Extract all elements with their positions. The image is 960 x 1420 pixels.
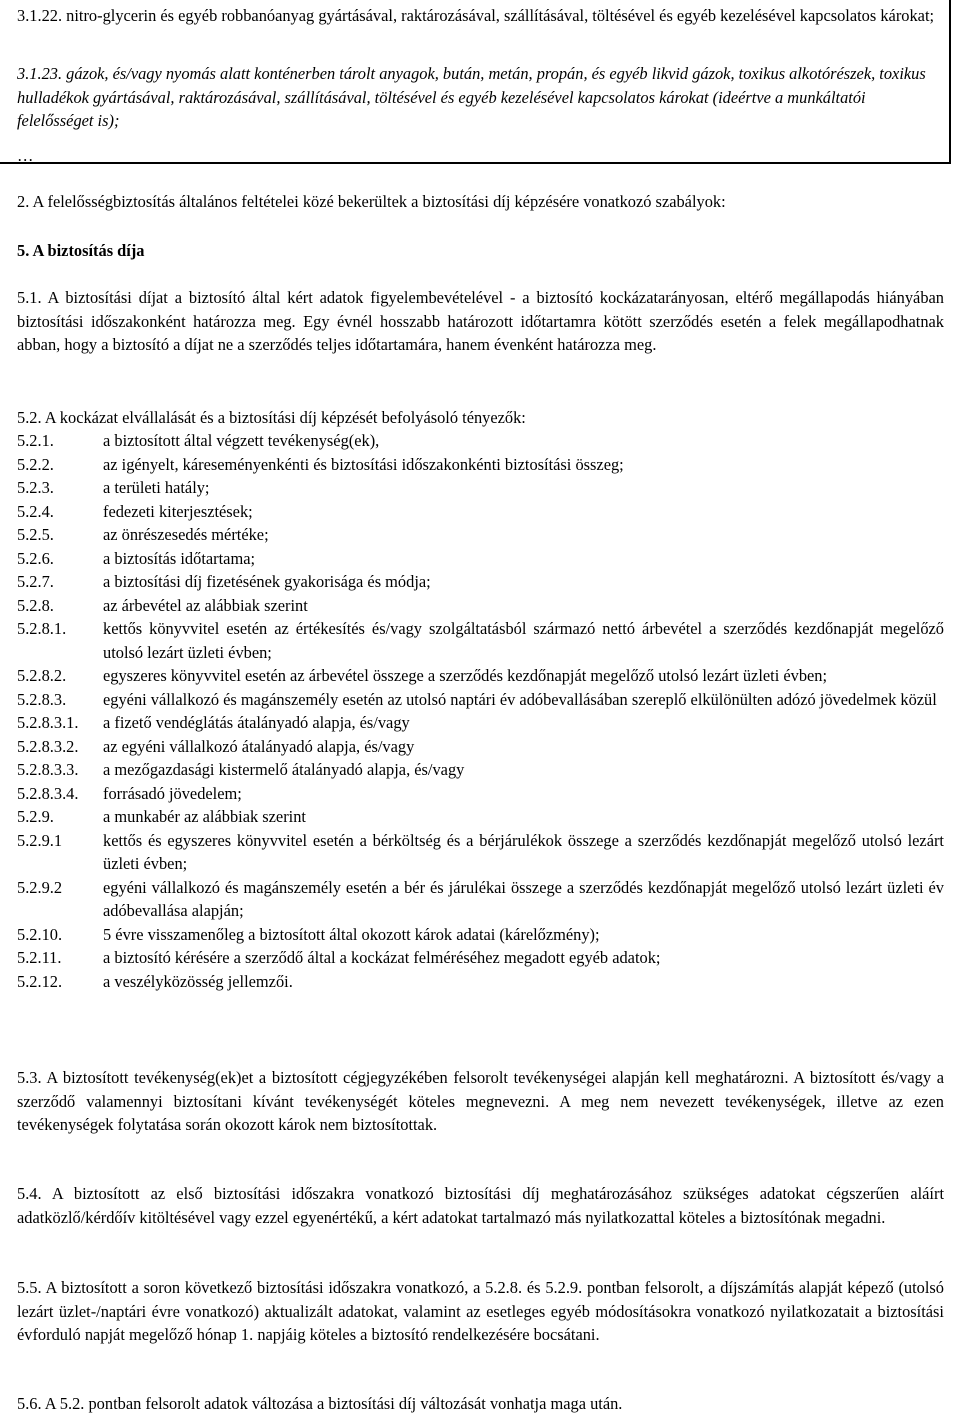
- list-item-text: egyéni vállalkozó és magánszemély esetén a bér és járulékai összege a szerződés kezdőnapját megelőző utolsó lezárt üzleti év adóbevallása alapján;: [103, 877, 944, 920]
- list-item-number: 5.2.8.3.2.: [17, 736, 79, 756]
- list-item: [17, 523, 944, 547]
- list-item-text: fedezeti kiterjesztések;: [103, 501, 253, 521]
- list-item-text: a területi hatály;: [103, 478, 210, 497]
- list-item-text: az igényelt, káreseményenkénti és biztosítási időszakonkénti biztosítási összeg;: [103, 454, 624, 474]
- paragraph-5-1: 5.1. A biztosítási díjat a biztosító által kért adatok figyelembevételével - a biztosító kockázatarányosan, eltérő megállapodás hiányában biztosítási időszakonként határozza meg. Egy évnél hosszabb határozott időtartamra kötött szerződés esetén a felek megállapodhatnak abban, hogy a biztosító a díjat ne a szerződés teljes időtartamára, hanem évenként határozza meg.: [17, 288, 944, 354]
- list-item-text: 5 évre visszamenőleg a biztosított által okozott károk adatai (kárelőzmény);: [103, 924, 600, 944]
- list-item-number: 5.2.8.1.: [17, 619, 67, 638]
- list-item: [17, 711, 944, 735]
- list-5-2: [17, 429, 944, 993]
- list-item-number: 5.2.12.: [17, 971, 63, 991]
- list-item-number: 5.2.9.1: [17, 830, 63, 850]
- paragraph-5-6: 5.6. A 5.2. pontban felsorolt adatok változása a biztosítási díj változását vonhatja maga után.: [17, 1394, 623, 1413]
- list-item: [17, 758, 944, 782]
- list-item-number: 5.2.3.: [17, 478, 54, 497]
- item-3-1-23: 3.1.23. gázok, és/vagy nyomás alatt konténerben tárolt anyagok, bután, metán, propán, és egyéb likvid gázok, toxikus alkotórészek, toxikus hulladékok gyártásával, raktározásával, szállításával, töltésével és egyéb kezelésével kapcsolatos károkat (ideértve a munkáltatói felelősséget is);: [17, 64, 926, 130]
- list-item: [17, 664, 944, 688]
- list-item-number: 5.2.11.: [17, 948, 62, 967]
- list-item-text: forrásadó jövedelem;: [103, 783, 242, 803]
- list-item-text: kettős és egyszeres könyvvitel esetén a bérköltség és a bérjárulékok összege a szerződés kezdőnapját megelőző utolsó lezárt üzleti évben;: [103, 830, 944, 873]
- paragraph-5-2-intro: 5.2. A kockázat elvállalását és a biztosítási díj képzését befolyásoló tényezők:: [17, 408, 526, 427]
- list-item-text: az egyéni vállalkozó átalányadó alapja, és/vagy: [103, 736, 415, 756]
- list-item-number: 5.2.8.3.4.: [17, 783, 79, 803]
- list-item-number: 5.2.8.2.: [17, 666, 67, 685]
- list-item: [17, 876, 944, 923]
- list-item-number: 5.2.10.: [17, 924, 63, 944]
- list-item-text: a mezőgazdasági kistermelő átalányadó alapja, és/vagy: [103, 760, 465, 779]
- list-item: [17, 735, 944, 759]
- paragraph-5-4: 5.4. A biztosított az első biztosítási időszakra vonatkozó biztosítási díj meghatározásához szükséges adatokat cégszerűen aláírt adatközlő/kérdőív kitöltésével vagy ezzel egyenértékű, a kért adatokat tartalmazó más nyilatkozattal köteles a biztosítónak megadni.: [17, 1184, 944, 1227]
- list-item-text: egyszeres könyvvitel esetén az árbevétel összege a szerződés kezdőnapját megelőző utolsó lezárt üzleti évben;: [103, 666, 828, 685]
- list-item-text: kettős könyvvitel esetén az értékesítés és/vagy szolgáltatásból származó nettó árbevétel a szerződés kezdőnapját megelőző utolsó lezárt üzleti évben;: [103, 619, 944, 662]
- list-item-text: a veszélyközösség jellemzői.: [103, 971, 293, 991]
- list-item-number: 5.2.9.: [17, 807, 54, 826]
- list-item-text: a munkabér az alábbiak szerint: [103, 807, 306, 826]
- list-item-number: 5.2.8.3.1.: [17, 713, 79, 732]
- list-item: [17, 476, 944, 500]
- list-item: [17, 570, 944, 594]
- list-item: [17, 547, 944, 571]
- list-item-number: 5.2.4.: [17, 501, 54, 521]
- list-item-number: 5.2.8.3.: [17, 689, 67, 709]
- list-item: [17, 500, 944, 524]
- list-item-number: 5.2.7.: [17, 572, 54, 591]
- list-item-text: a biztosítás időtartama;: [103, 548, 256, 568]
- list-item-number: 5.2.9.2: [17, 877, 63, 897]
- list-item-number: 5.2.8.3.3.: [17, 760, 79, 779]
- list-item-number: 5.2.5.: [17, 525, 54, 544]
- list-item: [17, 923, 944, 947]
- list-item: [17, 429, 944, 453]
- list-item-number: 5.2.6.: [17, 548, 54, 568]
- list-item: [17, 617, 944, 664]
- list-item: [17, 594, 944, 618]
- list-item-number: 5.2.2.: [17, 454, 54, 474]
- list-item: [17, 688, 944, 712]
- list-item: [17, 829, 944, 876]
- list-item: [17, 453, 944, 477]
- paragraph-2: 2. A felelősségbiztosítás általános feltételei közé bekerültek a biztosítási díj képzésére vonatkozó szabályok:: [17, 192, 726, 211]
- list-item: [17, 782, 944, 806]
- list-item-number: 5.2.1.: [17, 431, 54, 450]
- list-item-text: az önrészesedés mértéke;: [103, 525, 269, 544]
- list-item: [17, 970, 944, 994]
- section-heading-5: 5. A biztosítás díja: [17, 241, 145, 260]
- list-item-text: a fizető vendéglátás átalányadó alapja, és/vagy: [103, 713, 410, 732]
- ellipsis: …: [17, 146, 34, 165]
- item-3-1-22: 3.1.22. nitro-glycerin és egyéb robbanóanyag gyártásával, raktározásával, szállításával, töltésével és egyéb kezelésével kapcsolatos károkat;: [17, 6, 935, 25]
- list-item-text: az árbevétel az alábbiak szerint: [103, 595, 308, 615]
- paragraph-5-3: 5.3. A biztosított tevékenység(ek)et a biztosított cégjegyzékében felsorolt tevékenységei alapján kell meghatározni. A biztosított és/vagy a szerződő valamennyi biztosítani kívánt tevékenységét köteles megnevezni. A meg nem nevezett tevékenységek, illetve az ezen tevékenységek folytatása során okozott károk nem biztosítottak.: [17, 1068, 944, 1134]
- list-item-text: a biztosított által végzett tevékenység(ek),: [103, 431, 380, 450]
- list-item-text: a biztosító kérésére a szerződő által a kockázat felméréséhez megadott egyéb adatok;: [103, 948, 661, 967]
- list-item-text: a biztosítási díj fizetésének gyakorisága és módja;: [103, 572, 431, 591]
- list-item: [17, 805, 944, 829]
- list-item-text: egyéni vállalkozó és magánszemély esetén az utolsó naptári év adóbevallásában szereplő elkülönülten adózó jövedelmek közül: [103, 689, 937, 709]
- paragraph-5-5: 5.5. A biztosított a soron következő biztosítási időszakra vonatkozó, a 5.2.8. és 5.2.9. pontban felsorolt, a díjszámítás alapját képező (utolsó lezárt üzlet-/naptári évre vonatkozó) aktualizált adatokat, valamint az esetleges egyéb módosításokra vonatkozó nyilatkozatait a biztosítási évforduló napját megelőző hónap 1. napjáig köteles a biztosító rendelkezésére bocsátani.: [17, 1278, 944, 1344]
- list-item: [17, 946, 944, 970]
- list-item-number: 5.2.8.: [17, 595, 54, 615]
